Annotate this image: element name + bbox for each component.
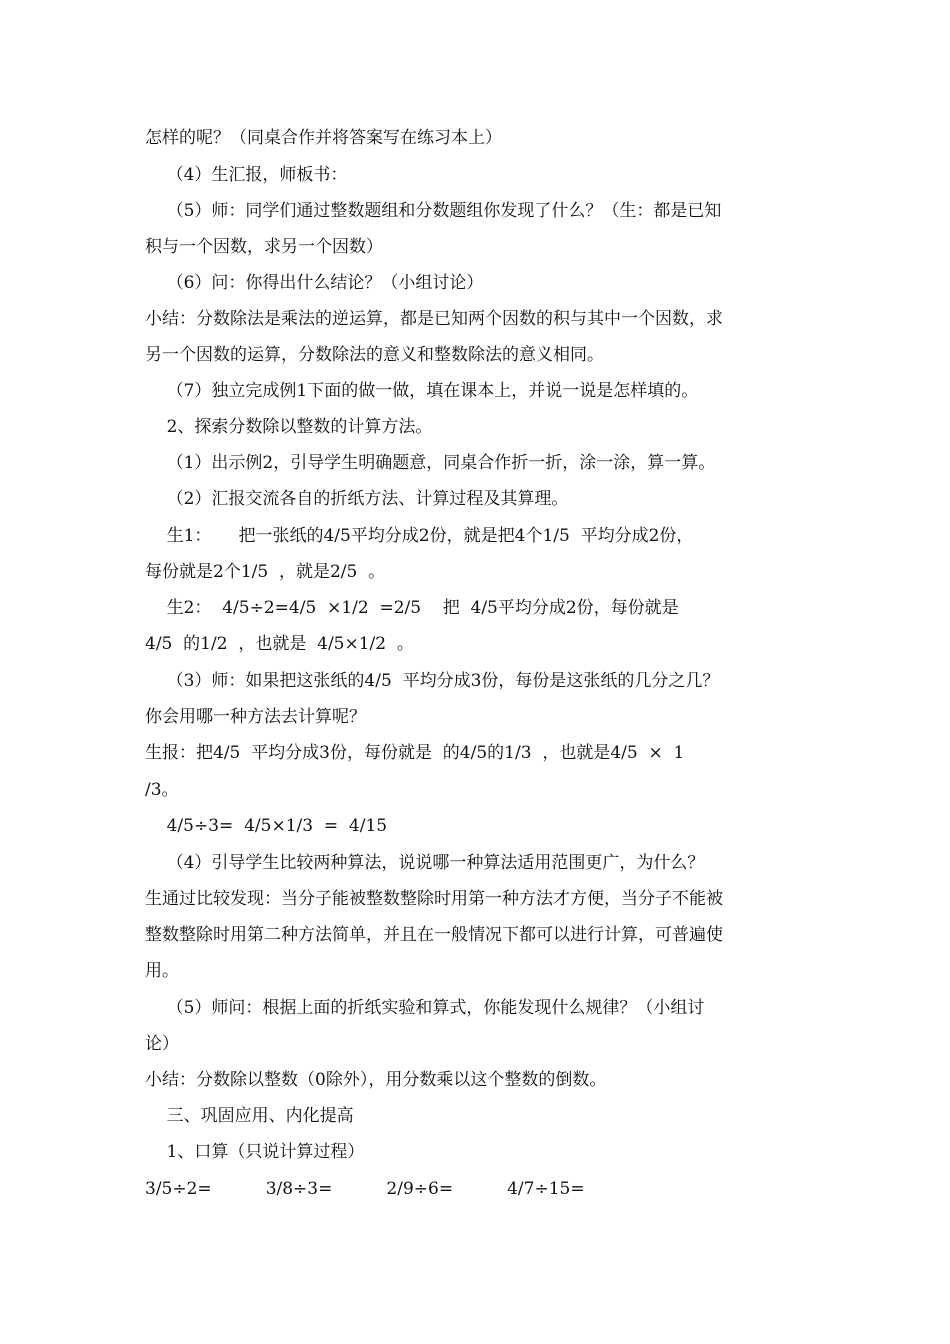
text-line-25: （5）师问：根据上面的折纸实验和算式，你能发现什么规律？（小组讨: [145, 998, 705, 1018]
text-line-23: 整数整除时用第二种方法简单，并且在一般情况下都可以进行计算，可普遍使: [145, 925, 723, 945]
text-line-13: 每份就是2个1/5 ，就是2/5 。: [145, 562, 386, 582]
text-line-19: /3。: [145, 780, 179, 800]
text-line-30: 3/5÷2= 3/8÷3= 2/9÷6= 4/7÷15=: [145, 1179, 585, 1199]
text-line-20: 4/5÷3= 4/5×1/3 = 4/15: [145, 816, 388, 836]
text-line-9: 2、探索分数除以整数的计算方法。: [145, 417, 433, 437]
text-line-16: （3）师：如果把这张纸的4/5 平均分成3份，每份是这张纸的几分之几？: [145, 671, 720, 691]
text-line-11: （2）汇报交流各自的折纸方法、计算过程及其算理。: [145, 489, 569, 509]
text-line-28: 三、巩固应用、内化提高: [145, 1106, 354, 1126]
text-line-29: 1、口算（只说计算过程）: [145, 1142, 365, 1162]
text-line-5: （6）问：你得出什么结论？（小组讨论）: [145, 273, 484, 293]
text-line-6: 小结：分数除法是乘法的逆运算，都是已知两个因数的积与其中一个因数，求: [145, 309, 723, 329]
text-line-18: 生报：把4/5 平均分成3份，每份就是 的4/5的1/3 ，也就是4/5 × 1: [145, 743, 685, 763]
text-line-26: 论）: [145, 1034, 179, 1054]
text-line-3: （5）师：同学们通过整数题组和分数题组你发现了什么？（生：都是已知: [145, 201, 722, 221]
text-line-17: 你会用哪一种方法去计算呢？: [145, 707, 366, 727]
text-line-4: 积与一个因数，求另一个因数）: [145, 237, 383, 257]
text-line-21: （4）引导学生比较两种算法，说说哪一种算法适用范围更广，为什么？: [145, 853, 705, 873]
text-line-8: （7）独立完成例1下面的做一做，填在课本上，并说一说是怎样填的。: [145, 381, 699, 401]
text-line-27: 小结：分数除以整数（0除外），用分数乘以这个整数的倒数。: [145, 1070, 607, 1090]
text-line-2: （4）生汇报，师板书：: [145, 165, 348, 185]
text-line-1: 怎样的呢？（同桌合作并将答案写在练习本上）: [145, 128, 502, 148]
text-line-15: 4/5 的1/2 ，也就是 4/5×1/2 。: [145, 634, 414, 654]
text-line-10: （1）出示例2，引导学生明确题意，同桌合作折一折，涂一涂，算一算。: [145, 453, 716, 473]
text-line-22: 生通过比较发现：当分子能被整数整除时用第一种方法才方便，当分子不能被: [145, 889, 723, 909]
text-line-24: 用。: [145, 961, 179, 981]
text-line-12: 生1： 把一张纸的4/5平均分成2份，就是把4个1/5 平均分成2份，: [145, 526, 694, 546]
text-line-14: 生2： 4/5÷2=4/5 ×1/2 =2/5 把 4/5平均分成2份，每份就是: [145, 598, 679, 618]
text-line-7: 另一个因数的运算，分数除法的意义和整数除法的意义相同。: [145, 345, 604, 365]
